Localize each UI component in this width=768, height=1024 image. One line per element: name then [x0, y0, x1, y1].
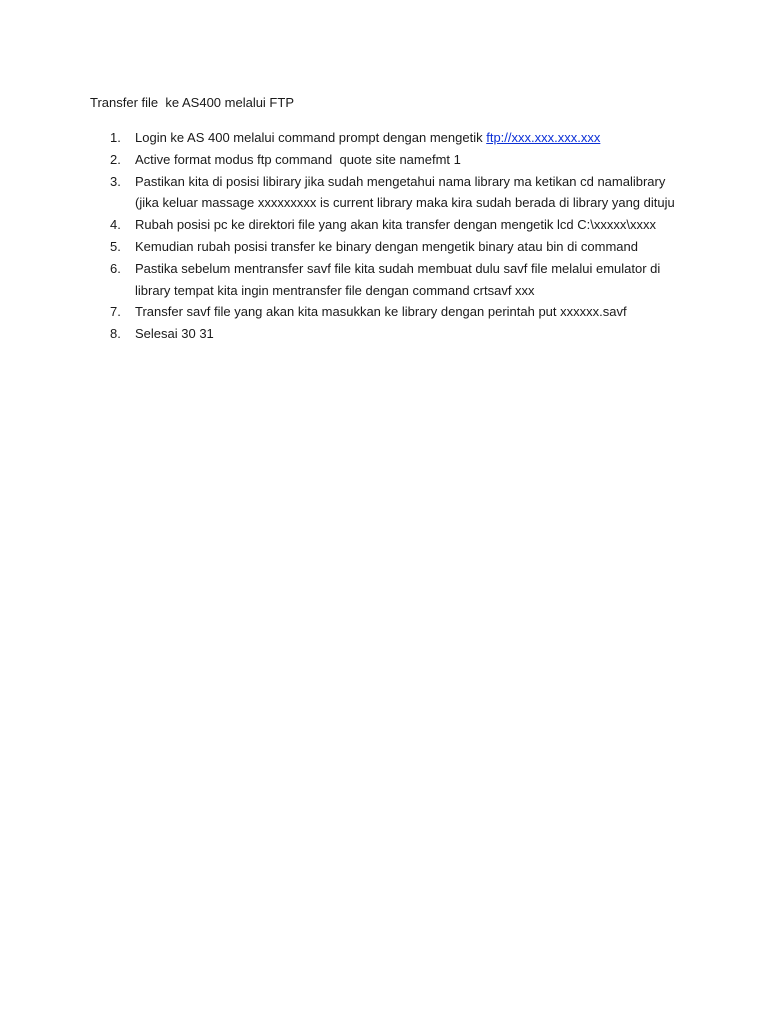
step-number: 2.	[110, 151, 121, 167]
list-item	[0, 258, 768, 302]
step-list	[0, 127, 768, 345]
step-text: Transfer savf file yang akan kita masukkan ke library dengan perintah put xxxxxx.savf	[135, 304, 627, 320]
list-item	[0, 301, 768, 323]
step-number: 3.	[110, 173, 121, 189]
list-item	[0, 171, 768, 215]
step-text: Active format modus ftp command quote site namefmt 1	[135, 151, 461, 167]
step-number: 5.	[110, 238, 121, 254]
step-text: Kemudian rubah posisi transfer ke binary dengan mengetik binary atau bin di command	[135, 238, 638, 254]
step-text: Selesai 30 31	[135, 326, 214, 342]
step-text: Pastikan kita di posisi libirary jika sudah mengetahui nama library ma ketikan cd namalibrary (jika keluar massage xxxxxxxxx is current library maka kira sudah berada di library yang dituju	[135, 173, 675, 211]
step-text-content: Login ke AS 400 melalui command prompt dengan mengetik	[135, 130, 487, 145]
list-item	[0, 214, 768, 236]
step-number: 6.	[110, 260, 121, 276]
list-item	[0, 149, 768, 171]
document-title: Transfer file ke AS400 melalui FTP	[90, 95, 294, 110]
list-item	[0, 323, 768, 345]
step-number: 7.	[110, 304, 121, 320]
ftp-link[interactable]: ftp://xxx.xxx.xxx.xxx	[486, 130, 601, 145]
step-number: 1.	[110, 130, 121, 145]
list-item	[0, 236, 768, 258]
step-text: Pastika sebelum mentransfer savf file kita sudah membuat dulu savf file melalui emulator di library tempat kita ingin mentransfer file dengan command crtsavf xxx	[135, 260, 664, 298]
step-text	[135, 127, 680, 149]
step-number: 4.	[110, 217, 121, 233]
step-number: 8.	[110, 326, 121, 342]
step-text: Rubah posisi pc ke direktori file yang akan kita transfer dengan mengetik lcd C:\xxxxx\xxxx	[135, 217, 656, 233]
list-item	[0, 127, 768, 149]
